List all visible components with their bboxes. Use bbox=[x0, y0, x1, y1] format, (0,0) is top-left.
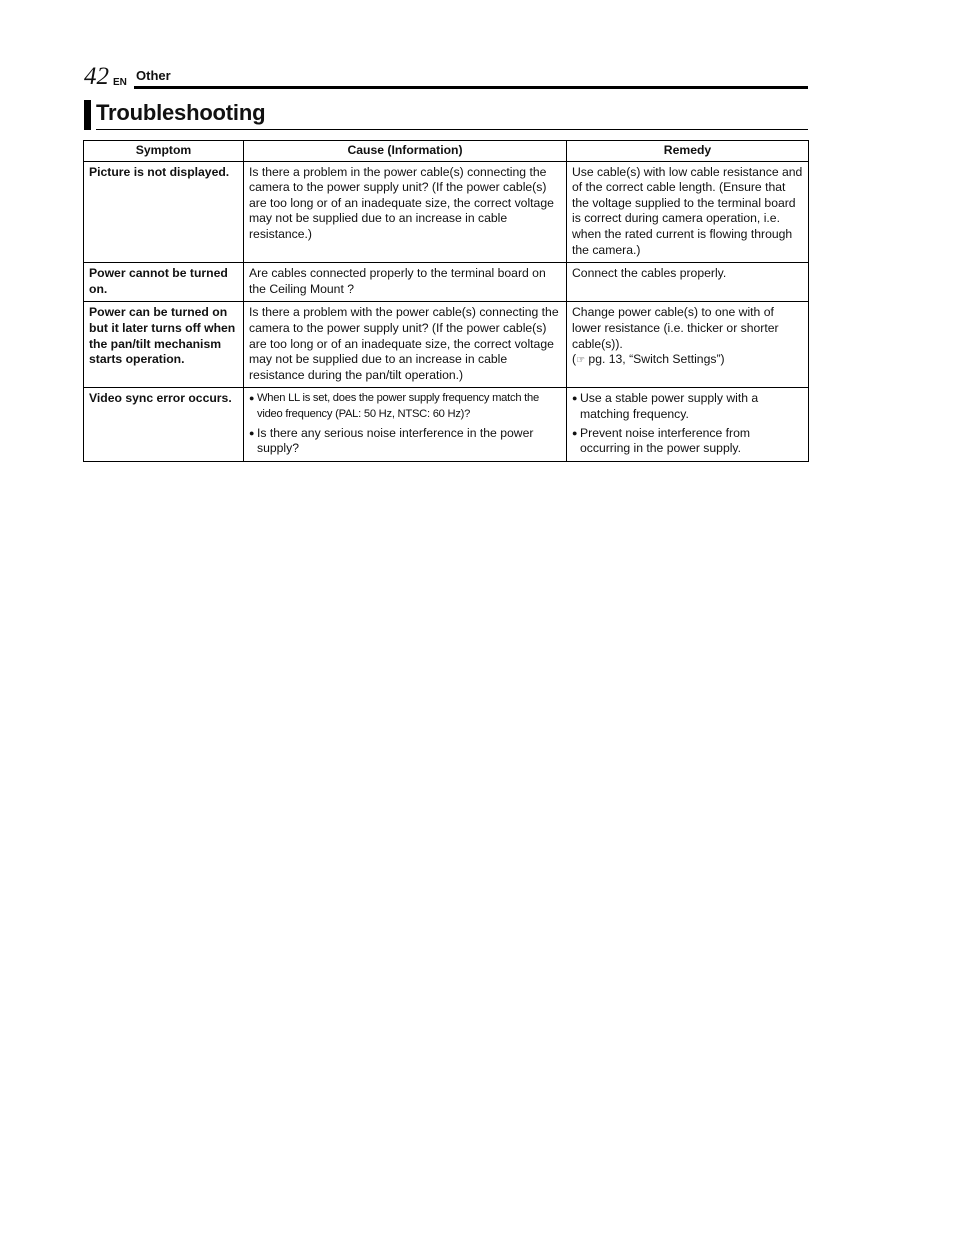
reference-open-paren: ( bbox=[572, 352, 577, 367]
column-header-cause: Cause (Information) bbox=[244, 141, 567, 162]
page-title: Troubleshooting bbox=[96, 100, 266, 125]
cause-bullet-text: When LL is set, does the power supply frequency match the video frequency (PAL: 50 Hz, NTSC: 60 Hz)? bbox=[257, 392, 539, 420]
title-underline bbox=[96, 129, 808, 130]
cause-bullet bbox=[249, 426, 561, 457]
remedy-bullet-text: Use a stable power supply with a matching frequency. bbox=[580, 391, 759, 421]
section-name: Other bbox=[136, 68, 171, 83]
remedy-text: Change power cable(s) to one with of lower resistance (i.e. thicker or shorter cable(s)). bbox=[572, 305, 779, 351]
symptom-cell: Video sync error occurs. bbox=[84, 388, 244, 461]
symptom-cell: Picture is not displayed. bbox=[84, 161, 244, 263]
title-accent-bar bbox=[84, 100, 91, 130]
page-reference-icon: ☞ bbox=[576, 355, 586, 367]
cause-cell: Is there a problem with the power cable(s) connecting the camera to the power supply unit? (If the power cable(s) are too long or of an inadequate size, the correct voltage may not be supplied due to an increase in cable resistance during the pan/tilt operation.) bbox=[244, 302, 567, 388]
remedy-cell: Connect the cables properly. bbox=[567, 263, 809, 302]
cause-cell: Are cables connected properly to the terminal board on the Ceiling Mount ? bbox=[244, 263, 567, 302]
remedy-cell bbox=[567, 388, 809, 461]
cause-bullet bbox=[249, 391, 561, 422]
bullet-icon: ● bbox=[249, 427, 255, 438]
remedy-bullet bbox=[572, 426, 803, 457]
page-number: 42 bbox=[84, 63, 109, 90]
troubleshooting-table bbox=[83, 140, 809, 462]
bullet-icon: ● bbox=[249, 393, 255, 404]
page-reference-text: pg. 13, “Switch Settings”) bbox=[588, 352, 725, 367]
table-row bbox=[84, 302, 809, 388]
column-header-remedy: Remedy bbox=[567, 141, 809, 162]
bullet-icon: ● bbox=[572, 393, 578, 404]
remedy-cell bbox=[567, 302, 809, 388]
table-row bbox=[84, 388, 809, 461]
table-header-row bbox=[84, 141, 809, 162]
page-header bbox=[84, 64, 808, 90]
bullet-icon: ● bbox=[572, 427, 578, 438]
symptom-cell: Power can be turned on but it later turns off when the pan/tilt mechanism starts operation. bbox=[84, 302, 244, 388]
language-code: EN bbox=[113, 77, 127, 88]
header-divider bbox=[134, 86, 808, 89]
cause-bullet-text: Is there any serious noise interference in the power supply? bbox=[257, 425, 534, 456]
table-row bbox=[84, 161, 809, 263]
symptom-cell: Power cannot be turned on. bbox=[84, 263, 244, 302]
table-row bbox=[84, 263, 809, 302]
remedy-bullet bbox=[572, 391, 803, 422]
cause-cell bbox=[244, 388, 567, 461]
remedy-cell: Use cable(s) with low cable resistance and of the correct cable length. (Ensure that the voltage supplied to the terminal board is correct during camera operation, i.e. when the rated current is flowing through the camera.) bbox=[567, 161, 809, 263]
title-block bbox=[84, 100, 808, 130]
column-header-symptom: Symptom bbox=[84, 141, 244, 162]
cause-cell: Is there a problem in the power cable(s) connecting the camera to the power supply unit? (If the power cable(s) are too long or of an inadequate size, the correct voltage may not be supplied due to an increase in cable resistance.) bbox=[244, 161, 567, 263]
remedy-bullet-text: Prevent noise interference from occurring in the power supply. bbox=[580, 425, 751, 456]
